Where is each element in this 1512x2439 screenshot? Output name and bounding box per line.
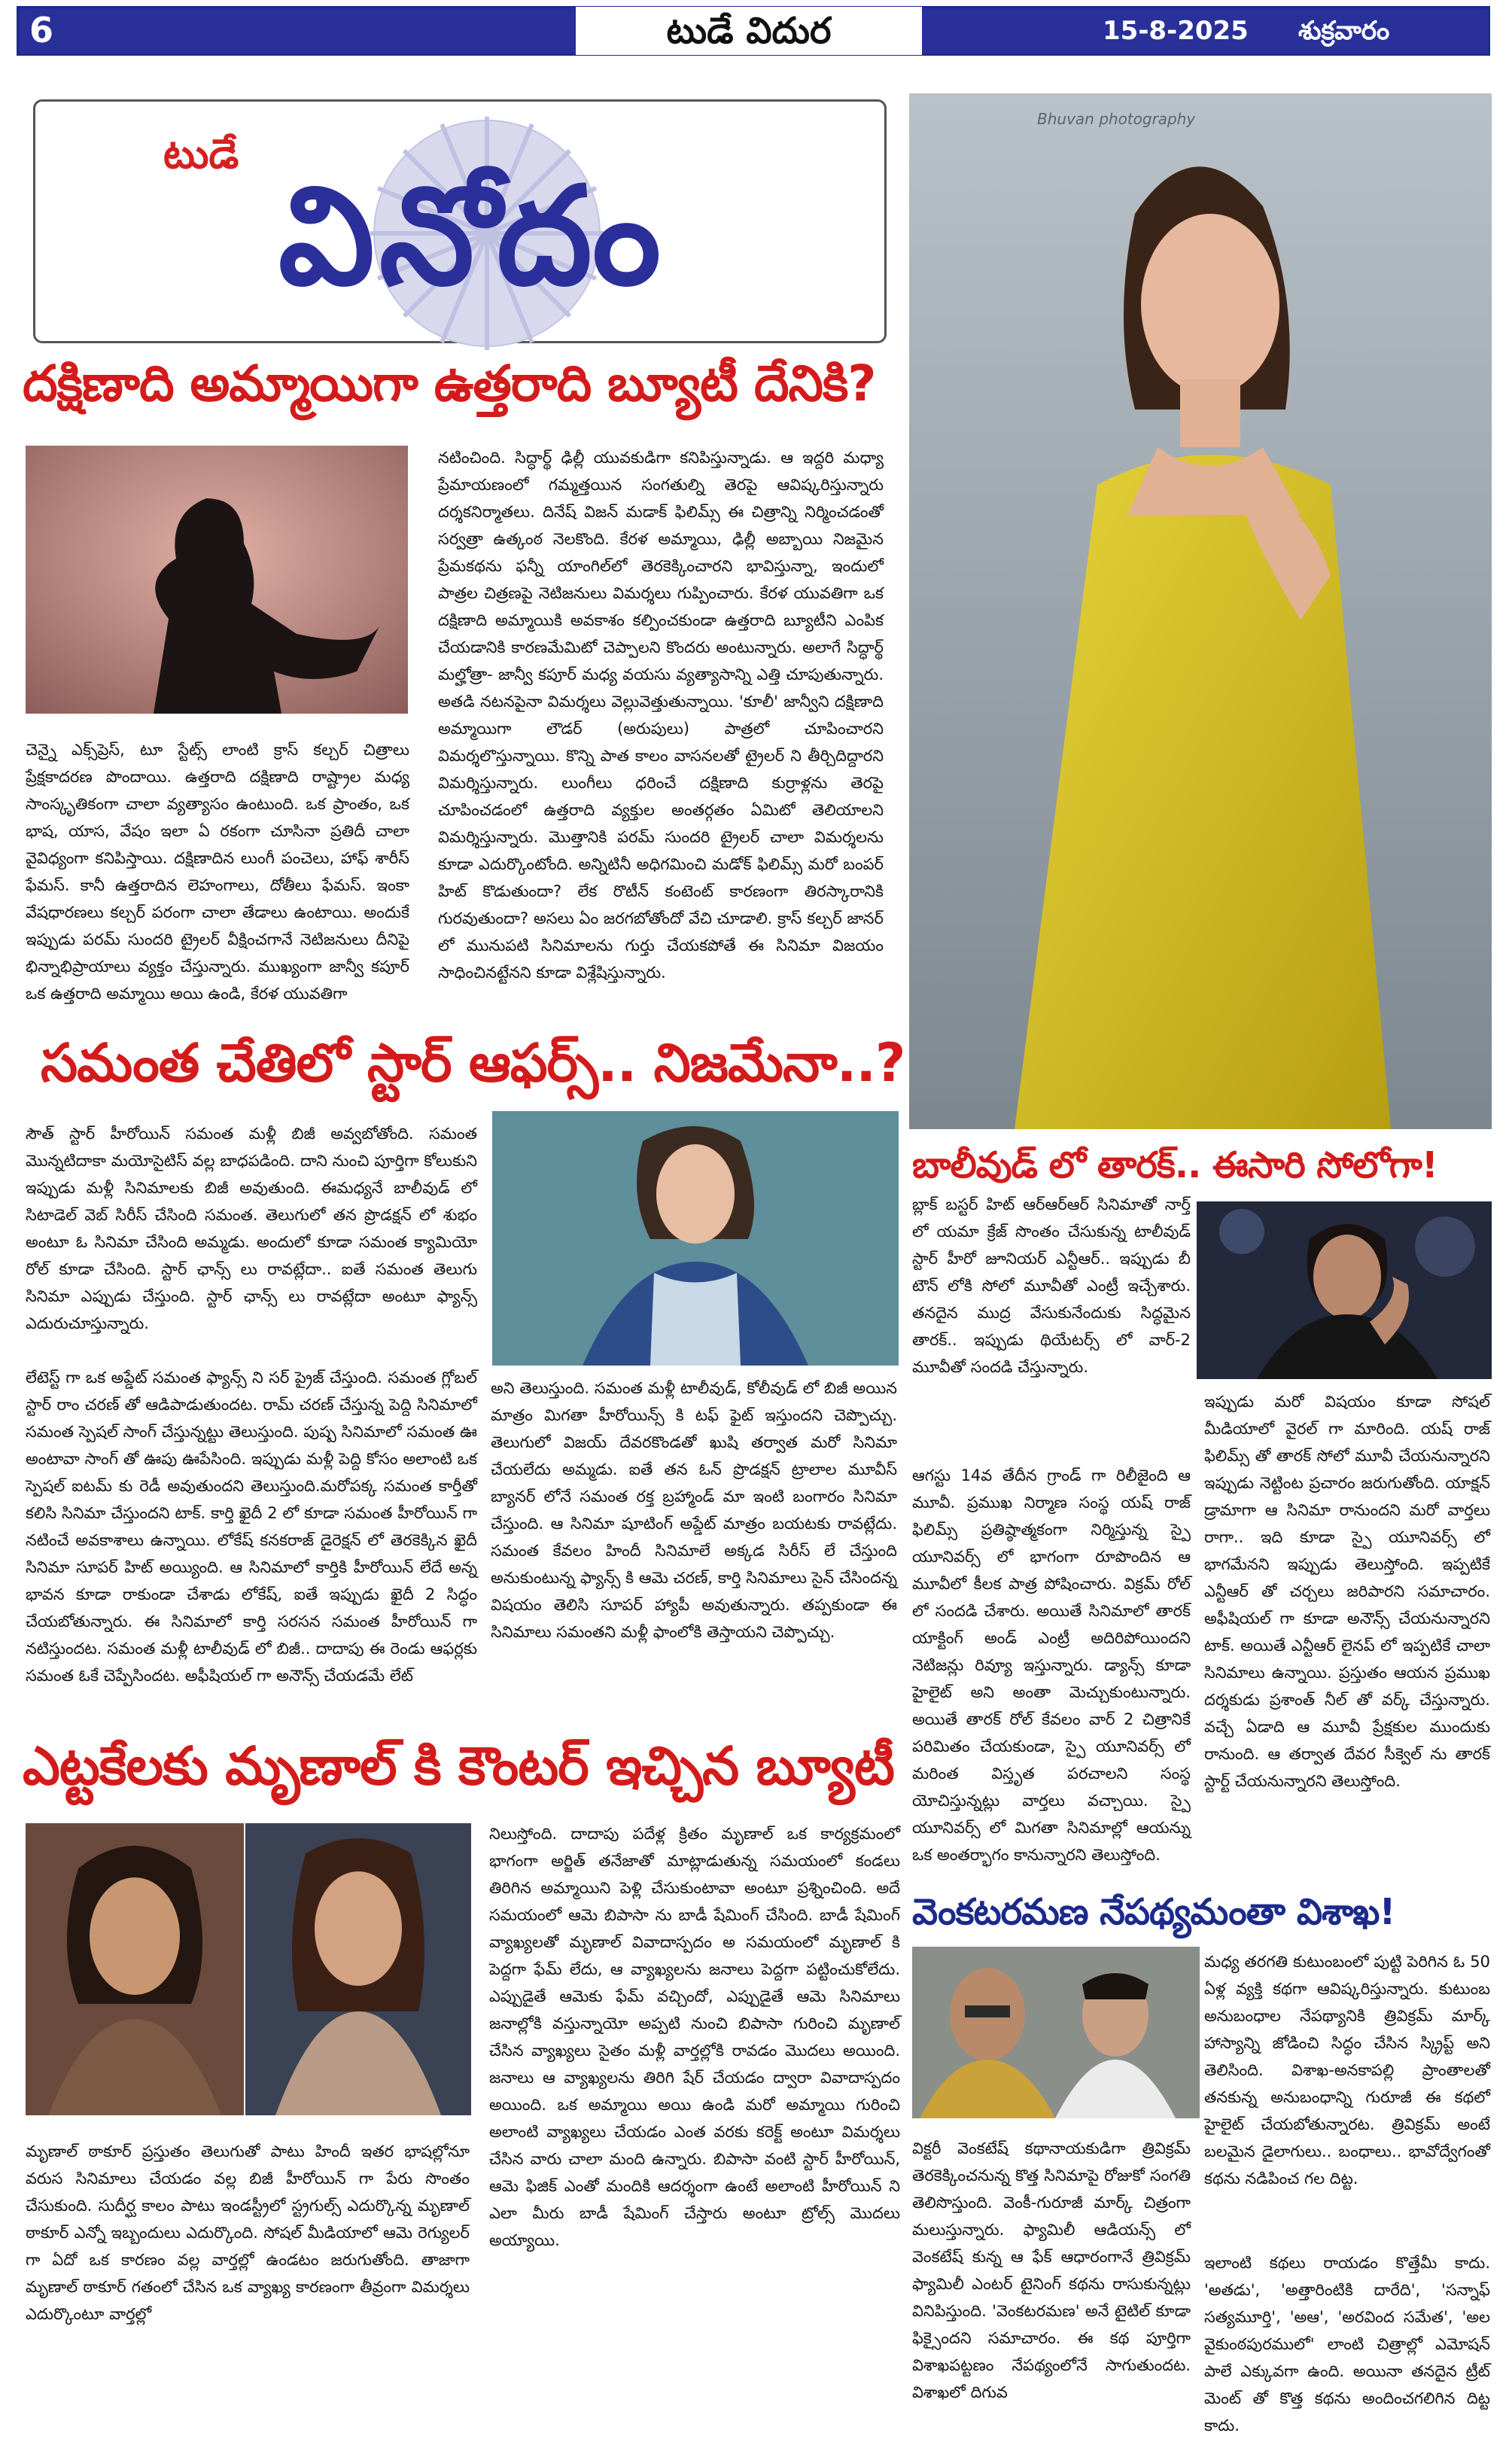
article-1-silhouette-photo (26, 446, 408, 714)
page-number: 6 (29, 10, 54, 50)
cover-photo-actress (909, 93, 1492, 1129)
article-5-text-full-right: ఇలాంటి కథలు రాయడం కొత్తేమీ కాదు. 'అతడు', 'అత్తారింటికి దారేది', 'సన్నాఫ్ సత్యమూర్తి', 'అఆ', 'అరవింద సమేత', 'అల వైకుంఠపురములో' లాంటి చిత్రాల్లో ఎమోషన్ పాలే ఎక్కువగా ఉంది. అయినా తనదైన ట్రీట్ మెంట్ తో కొత్త కథను అందించగలిగిన దిట్ట కాదు. (1204, 2254, 1490, 2434)
article-3-text-left: ఆగస్టు 14వ తేదీన గ్రాండ్ గా రిలీజైంది ఆ మూవీ. ప్రముఖ నిర్మాణ సంస్థ యష్ రాజ్ ఫిలిమ్స్ ప్రతిష్ఠాత్మకంగా నిర్మిస్తున్న స్పై యూనివర్స్ లో భాగంగా రూపొందిన ఆ మూవీలో కీలక పాత్ర పోషించారు. విక్రమ్ రోల్ లో సందడి చేశారు. అయితే సినిమాలో తారక్ యాక్టింగ్ అండ్ ఎంట్రీ అదిరిపోయిందని నెటిజన్లు రివ్యూ ఇస్తున్నారు. డ్యాన్స్ కూడా హైలైట్ అని అంతా మెచ్చుకుంటున్నారు. అయితే తారక్ రోల్ కేవలం వార్ 2 చిత్రానికే పరిమితం చేయకుండా, స్పై యూనివర్స్ లో మరింత విస్తృత పరచాలని సంస్థ యోచిస్తున్నట్లు వార్తలు వచ్చాయి. స్పై యూనివర్స్ లో మిగతా సినిమాల్లో ఆయన్ను ఒక అంతర్భాగం కానున్నారని తెలుస్తోంది. (912, 1466, 1191, 1864)
article-2-samantha-photo (492, 1111, 899, 1366)
article-2-column-top (26, 1120, 477, 1338)
article-3-ntr-photo (1197, 1201, 1492, 1379)
issue-date: 15-8-2025 (1103, 16, 1249, 46)
article-3-text-top: బ్లాక్ బస్టర్ హిట్ ఆర్ఆర్ఆర్ సినిమాతో నార్త్ లో యమా క్రేజ్ సొంతం చేసుకున్న టాలీవుడ్ స్టార్ హీరో జూనియర్ ఎన్టీఆర్.. ఇప్పుడు బీ టౌన్ లోకి సోలో మూవీతో ఎంట్రీ ఇచ్చేశారు. తనదైన ముద్ర వేసుకునేందుకు సిద్ధమైన తారక్.. ఇప్పుడు థియేటర్స్ లో వార్-2 మూవీతో సందడి చేస్తున్నారు. (912, 1195, 1191, 1376)
article-4-mrunal-photo (26, 1823, 244, 2115)
article-1-text-right: నటించింది. సిద్ధార్థ్ ఢిల్లీ యువకుడిగా కనిపిస్తున్నాడు. ఆ ఇద్దరి మధ్యా ప్రేమాయణంలో గమ్మత్తయిన సంగతుల్ని తెరపై ఆవిష్కరిస్తున్నారు దర్శకనిర్మాతలు. దినేష్ విజన్ మడాక్ ఫిలిమ్స్ ఈ చిత్రాన్ని నిర్మించడంతో సర్వత్రా ఉత్కంఠ నెలకొంది. కేరళ అమ్మాయి, ఢిల్లీ అబ్బాయి నిజమైన ప్రేమకథను ఫన్నీ యాంగిల్‌లో తెరకెక్కించారని భావిస్తున్నా, ఇందులో పాత్రల చిత్రణపై నెటిజనులు విమర్శలు గుప్పించారు. కేరళ యువతిగా ఒక దక్షిణాది అమ్మాయికి అవకాశం కల్పించకుండా ఉత్తరాది బ్యూటీని ఎంపిక చేయడానికి కారణమేమిటో చెప్పాలని కొందరు అంటున్నారు. అలాగే సిద్ధార్థ్ మల్హోత్రా- జాన్వీ కపూర్ మధ్య వయసు వ్యత్యాసాన్ని ఎత్తి చూపుతున్నారు. అతడి నటనపైనా విమర్శలు వెల్లువెత్తుతున్నాయి. 'కూలీ' జాన్వీని దక్షిణాది అమ్మాయిగా లౌడర్ (అరుపులు) పాత్రలో చూపించారని విమర్శలొస్తున్నాయి. కొన్ని పాత కాలం వాసనలతో ట్రైలర్ ని తీర్చిదిద్దారని విమర్శిస్తున్నారు. లుంగీలు ధరించే దక్షిణాది కుర్రాళ్లను తెరపై చూపించడంలో ఉత్తరాది వ్యక్తుల అంతర్గతం ఏమిటో తెలియాలని విమర్శిస్తున్నారు. మొత్తానికి పరమ్ సుందరి ట్రైలర్ చాలా విమర్శలను కూడా ఎదుర్కొంటోంది. అన్నిటినీ అధిగమించి మడోక్ ఫిలిమ్స్ మరో బంపర్ హిట్ కొడుతుందా? లేక రొటీన్ కంటెంట్ కారణంగా తిరస్కారానికి గురవుతుందా? అసలు ఏం జరగబోతోందో వేచి చూడాలి. క్రాస్ కల్చర్ జానర్ లో మునుపటి సినిమాలను గుర్తు చేయకపోతే ఈ సినిమా విజయం సాధించినట్టేనని కూడా విశ్లేషిస్తున్నారు. (438, 449, 884, 982)
article-5-column-right (1204, 1948, 1490, 2249)
article-4-column-bottom-left (26, 2138, 470, 2371)
article-4-headline: ఎట్టకేలకు మృణాల్ కి కౌంటర్ ఇచ్చిన బ్యూటీ (23, 1735, 894, 1797)
masthead-bar (17, 6, 1490, 56)
article-2-text-top: సౌత్ స్టార్ హీరోయిన్ సమంత మళ్లీ బిజీ అవ్వబోతోంది. సమంత మొన్నటిదాకా మయోసైటిస్ వల్ల బాధపడింది. దాని నుంచి పూర్తిగా కోలుకుని ఇప్పుడు మళ్లీ సినిమాలకు బిజీ అవుతుంది. ఈమధ్యనే బాలీవుడ్ లో సిటాడెల్ వెబ్ సిరీస్ చేసింది సమంత. తెలుగులో తన ప్రొడక్షన్ లో శుభం అంటూ ఓ సినిమా చేసింది అమ్మడు. అందులో కూడా సమంత క్యామియో రోల్ కూడా చేసింది. స్టార్ ఛాన్స్ లు రావట్లేదా.. ఐతే సమంత తెలుగు సినిమా ఎప్పుడు చేస్తుంది. స్టార్ ఛాన్స్ లు రావట్లేదా అంటూ ఫ్యాన్స్ ఎదురుచూస్తున్నారు. (26, 1125, 477, 1332)
article-4-bipasha-photo (245, 1823, 471, 2115)
article-4-column-right (489, 1820, 900, 2370)
logo-prefix: టుడే (163, 130, 239, 178)
article-5-text-right: మధ్య తరగతి కుటుంబంలో పుట్టి పెరిగిన ఓ 50 ఏళ్ల వ్యక్తి కథగా ఆవిష్కరిస్తున్నారు. కుటుంబ అనుబంధాల నేపథ్యానికి త్రివిక్రమ్ మార్క్ హాస్యాన్ని జోడించి సిద్ధం చేసిన స్క్రిప్ట్ అని తెలిసింది. విశాఖ-అనకాపల్లి ప్రాంతాలతో తనకున్న అనుబంధాన్ని గురూజీ ఈ కథలో హైలైట్ చేయబోతున్నారట. త్రివిక్రమ్ అంటే బలమైన డైలాగులు.. బంధాలు.. భావోద్వేగంతో కథను నడిపించ గల దిట్ట. (1204, 1953, 1490, 2188)
logo-title: వినోదం (278, 158, 666, 315)
article-2-text-bottom-right: అని తెలుస్తుంది. సమంత మళ్లీ టాలీవుడ్, కోలీవుడ్ లో బిజీ అయిన మాత్రం మిగతా హీరోయిన్స్ కి టఫ్ ఫైట్ ఇస్తుందని చెప్పొచ్చు. తెలుగులో విజయ్ దేవరకొండతో ఖుషి తర్వాత మరో సినిమా చేయలేదు అమ్మడు. ఐతే తన ఓన్ ప్రొడక్షన్ ట్రాలాల మూవీస్ బ్యానర్ లోనే సమంత రక్త బ్రహ్మాండ్ మా ఇంటి బంగారం సినిమా చేస్తుంది. ఆ సినిమా షూటింగ్ అప్డేట్ మాత్రం బయటకు రావట్లేదు. సమంత కేవలం హిందీ సినిమాలే అక్కడ సిరీస్ లే చేస్తుంది అనుకుంటున్న ఫ్యాన్స్ కి ఆమె చరణ్, కార్తి సినిమాలు సైన్ చేసిందన్న విషయం తెలిసి సూపర్ హ్యాపీ అవుతున్నారు. తప్పకుండా ఈ సినిమాలు సమంతని మళ్లీ ఫాంలోకి తెస్తాయని చెప్పొచ్చు. (491, 1379, 897, 1641)
article-4-text-bottom-left: మృణాల్ ఠాకూర్ ప్రస్తుతం తెలుగుతో పాటు హిందీ ఇతర భాషల్లోనూ వరుస సినిమాలు చేయడం వల్ల బిజీ హీరోయిన్ గా పేరు సొంతం చేసుకుంది. సుదీర్ఘ కాలం పాటు ఇండస్ట్రీలో స్ట్రగుల్స్ ఎదుర్కొన్న మృణాల్ ఠాకూర్ ఎన్నో ఇబ్బందులు ఎదుర్కొంది. సోషల్ మీడియాలో ఆమె రెగ్యులర్ గా ఏదో ఒక కారణం వల్ల వార్తల్లో ఉండటం జరుగుతోంది. తాజాగా మృణాల్ ఠాకూర్ గతంలో చేసిన ఒక వ్యాఖ్య కారణంగా తీవ్రంగా విమర్శలు ఎదుర్కొంటూ వార్తల్లో (26, 2142, 470, 2323)
weekday: శుక్రవారం (1298, 16, 1390, 46)
paper-name: టుడే విదుర (576, 7, 922, 55)
article-1-column-right (438, 444, 884, 1009)
article-1-text-left: చెన్నై ఎక్స్‌ప్రెస్, టూ స్టేట్స్ లాంటి క్రాస్ కల్చర్ చిత్రాలు ప్రేక్షకాదరణ పొందాయి. ఉత్తరాది దక్షిణాది రాష్ట్రాల మధ్య సాంస్కృతికంగా చాలా వ్యత్యాసం ఉంటుంది. ఒక ప్రాంతం, ఒక భాష, యాస, వేషం ఇలా ఏ రకంగా చూసినా ప్రతిదీ చాలా వైవిధ్యంగా కనిపిస్తాయి. దక్షిణాదిన లుంగీ పంచెలు, హాఫ్ శారీస్ ఫేమస్. కానీ ఉత్తరాదిన లెహంగాలు, దోతీలు ఫేమస్. ఇంకా వేషధారణలు కల్చర్ పరంగా చాలా తేడాలు ఉంటాయి. అందుకే ఇప్పుడు పరమ్ సుందరి ట్రైలర్ వీక్షించగానే నెటిజనులు దీనిపై భిన్నాభిప్రాయాలు వ్యక్తం చేస్తున్నారు. ముఖ్యంగా జాన్వీ కపూర్ ఒక ఉత్తరాది అమ్మాయి అయి ఉండి, కేరళ యువతిగా (26, 741, 409, 1003)
article-1-column-left (26, 736, 409, 1007)
article-5-text-full: విక్టరీ వెంకటేష్ కథానాయకుడిగా త్రివిక్రమ్ తెరకెక్కించనున్న కొత్త సినిమాపై రోజుకో సంగతి తెలిసొస్తుంది. వెంకీ-గురూజీ మార్క్ చిత్రంగా మలుస్తున్నారు. ఫ్యామిలీ ఆడియన్స్ లో వెంకటేష్ కున్న ఆ ఫేక్ ఆధారంగానే త్రివిక్రమ్ ఫ్యామిలీ ఎంటర్ టైనింగ్ కథను రాసుకున్నట్లు వినిపిస్తుంది. 'వెంకటరమణ' అనే టైటిల్ కూడా ఫిక్సైందని సమాచారం. ఈ కథ పూర్తిగా విశాఖపట్టణం నేపథ్యంలోనే సాగుతుందట. విశాఖలో దిగువ (912, 2139, 1191, 2401)
article-2-headline: సమంత చేతిలో స్టార్ ఆఫర్స్.. నిజమేనా..? (41, 1032, 905, 1094)
article-3-column-right (1204, 1388, 1490, 1870)
article-1-headline: దక్షిణాది అమ్మాయిగా ఉత్తరాది బ్యూటీ దేనికి? (23, 355, 876, 413)
article-3-text-right: ఇప్పుడు మరో విషయం కూడా సోషల్ మీడియాలో వైరల్ గా మారింది. యష్ రాజ్ ఫిలిమ్స్ తో తారక్ సోలో మూవీ చేయనున్నారని ఇప్పుడు నెట్టింట ప్రచారం జరుగుతోంది. యాక్షన్ డ్రామాగా ఆ సినిమా రానుందని మరో వార్తలు రాగా.. ఇది కూడా స్పై యూనివర్స్ లో భాగమేనని ఇప్పుడు తెలుస్తోంది. ఇప్పటికే ఎన్టీఆర్ తో చర్చలు జరిపారని సమాచారం. అఫీషియల్ గా కూడా అనౌన్స్ చేయనున్నారని టాక్. అయితే ఎన్టీఆర్ లైనప్ లో ఇప్పటికే చాలా సినిమాలు ఉన్నాయి. ప్రస్తుతం ఆయన ప్రముఖ దర్శకుడు ప్రశాంత్ నీల్ తో వర్క్ చేస్తున్నారు. వచ్చే ఏడాది ఆ మూవీ ప్రేక్షకుల ముందుకు రానుంది. ఆ తర్వాత దేవర సీక్వెల్ ను తారక్ స్టార్ట్ చేయనున్నారని తెలుస్తోంది. (1204, 1393, 1490, 1790)
article-3-headline: బాలీవుడ్ లో తారక్.. ఈసారి సోలోగా! (912, 1144, 1437, 1186)
article-2-column-bottom-right (491, 1375, 897, 1721)
article-4-text-right: నిలుస్తోంది. దాదాపు పదేళ్ల క్రితం మృణాల్ ఒక కార్యక్రమంలో భాగంగా అర్జిత్ తనేజాతో మాట్లాడుతున్న సమయంలో కండలు తిరిగిన అమ్మాయిని పెళ్లి చేసుకుంటావా అంటూ ప్రశ్నించింది. అదే సమయంలో ఆమె బిపాసా ను బాడీ షేమింగ్ చేసింది. బాడీ షేమింగ్ వ్యాఖ్యలతో మృణాల్ వివాదాస్పదం అ సమయంలో మృణాల్ కి పెద్దగా ఫేమ్ లేదు, ఆ వ్యాఖ్యలను జనాలు పెద్దగా పట్టించుకోలేదు. ఎప్పుడైతే ఆమెకు ఫేమ్ వచ్చిందో, ఎప్పుడైతే ఆమె సినిమాలు జనాల్లోకి వస్తున్నాయో అప్పటి నుంచి బిపాసా గురించి మృణాల్ చేసిన వ్యాఖ్యలు సైతం మళ్లీ వార్తల్లోకి రావడం మొదలు అయింది. జనాలు ఆ వ్యాఖ్యలను తిరిగి షేర్ చేయడం ద్వారా వివాదాస్పదం అయింది. ఒక అమ్మాయి అయి ఉండి మరో అమ్మాయి గురించి అలాంటి వ్యాఖ్యలు చేయడం ఎంత వరకు కరెక్ట్ అంటూ విమర్శలు చేసిన వారు చాలా మంది ఉన్నారు. బిపాసా వంటి స్టార్ హీరోయిన్, ఆమె ఫిజిక్ ఎంతో మందికి ఆదర్శంగా ఉంటే అలాంటి హీరోయిన్ ని ఎలా మీరు బాడీ షేమింగ్ చేస్తారు అంటూ ట్రోల్స్ మొదలు అయ్యాయి. (489, 1825, 900, 2249)
article-5-headline: వెంకటరమణ నేపథ్యమంతా విశాఖ! (912, 1891, 1395, 1933)
article-3-column-left (912, 1462, 1191, 1868)
section-logo-box (33, 99, 887, 343)
article-5-column-full (912, 2135, 1191, 2401)
article-3-column-top (912, 1191, 1191, 1462)
photo-watermark: Bhuvan photography (1037, 110, 1196, 128)
article-5-column-full-right (1204, 2249, 1490, 2434)
article-5-venkatesh-photo (912, 1947, 1200, 2118)
article-2-text-full: లేటెస్ట్ గా ఒక అప్డేట్ సమంత ఫ్యాన్స్ ని సర్ ప్రైజ్ చేస్తుంది. సమంత గ్లోబల్ స్టార్ రాం చరణ్ తో ఆడిపాడుతుందట. రామ్ చరణ్ చేస్తున్న పెద్ది సినిమాలో సమంత స్పెషల్ సాంగ్ చేస్తున్నట్టు తెలుస్తుంది. పుష్ప సినిమాలో సమంత ఊ అంటావా సాంగ్ తో ఊపు ఊపేసింది. ఇప్పుడు మళ్లీ పెద్ది కోసం అలాంటి ఒక స్పెషల్ ఐటమ్ కు రెడీ అవుతుందని తెలుస్తుంది.మరోపక్క సమంత కార్తీతో కలిసి సినిమా చేస్తుందని టాక్. కార్తి ఖైదీ 2 లో కూడా సమంత హీరోయిన్ గా నటించే అవకాశాలు ఉన్నాయి. లోకేష్ కనకరాజ్ డైరెక్షన్ లో తెరకెక్కిన ఖైదీ సినిమా సూపర్ హిట్ అయ్యింది. ఆ సినిమాలో కార్తికి హీరోయిన్ లేదే అన్న భావన కూడా రాకుండా చేశాడు లోకేష్, ఐతే ఇప్పుడు ఖైదీ 2 సిద్ధం చేయబోతున్నారు. ఈ సినిమాలో కార్తి సరసన సమంత హీరోయిన్ గా నటిస్తుందట. సమంత మళ్లీ టాలీవుడ్ లో బిజీ.. దాదాపు ఈ రెండు ఆఫర్లకు సమంత ఓకే చెప్పేసిందట. అఫీషియల్ గా అనౌన్స్ చేయడమే లేట్ (26, 1369, 477, 1685)
